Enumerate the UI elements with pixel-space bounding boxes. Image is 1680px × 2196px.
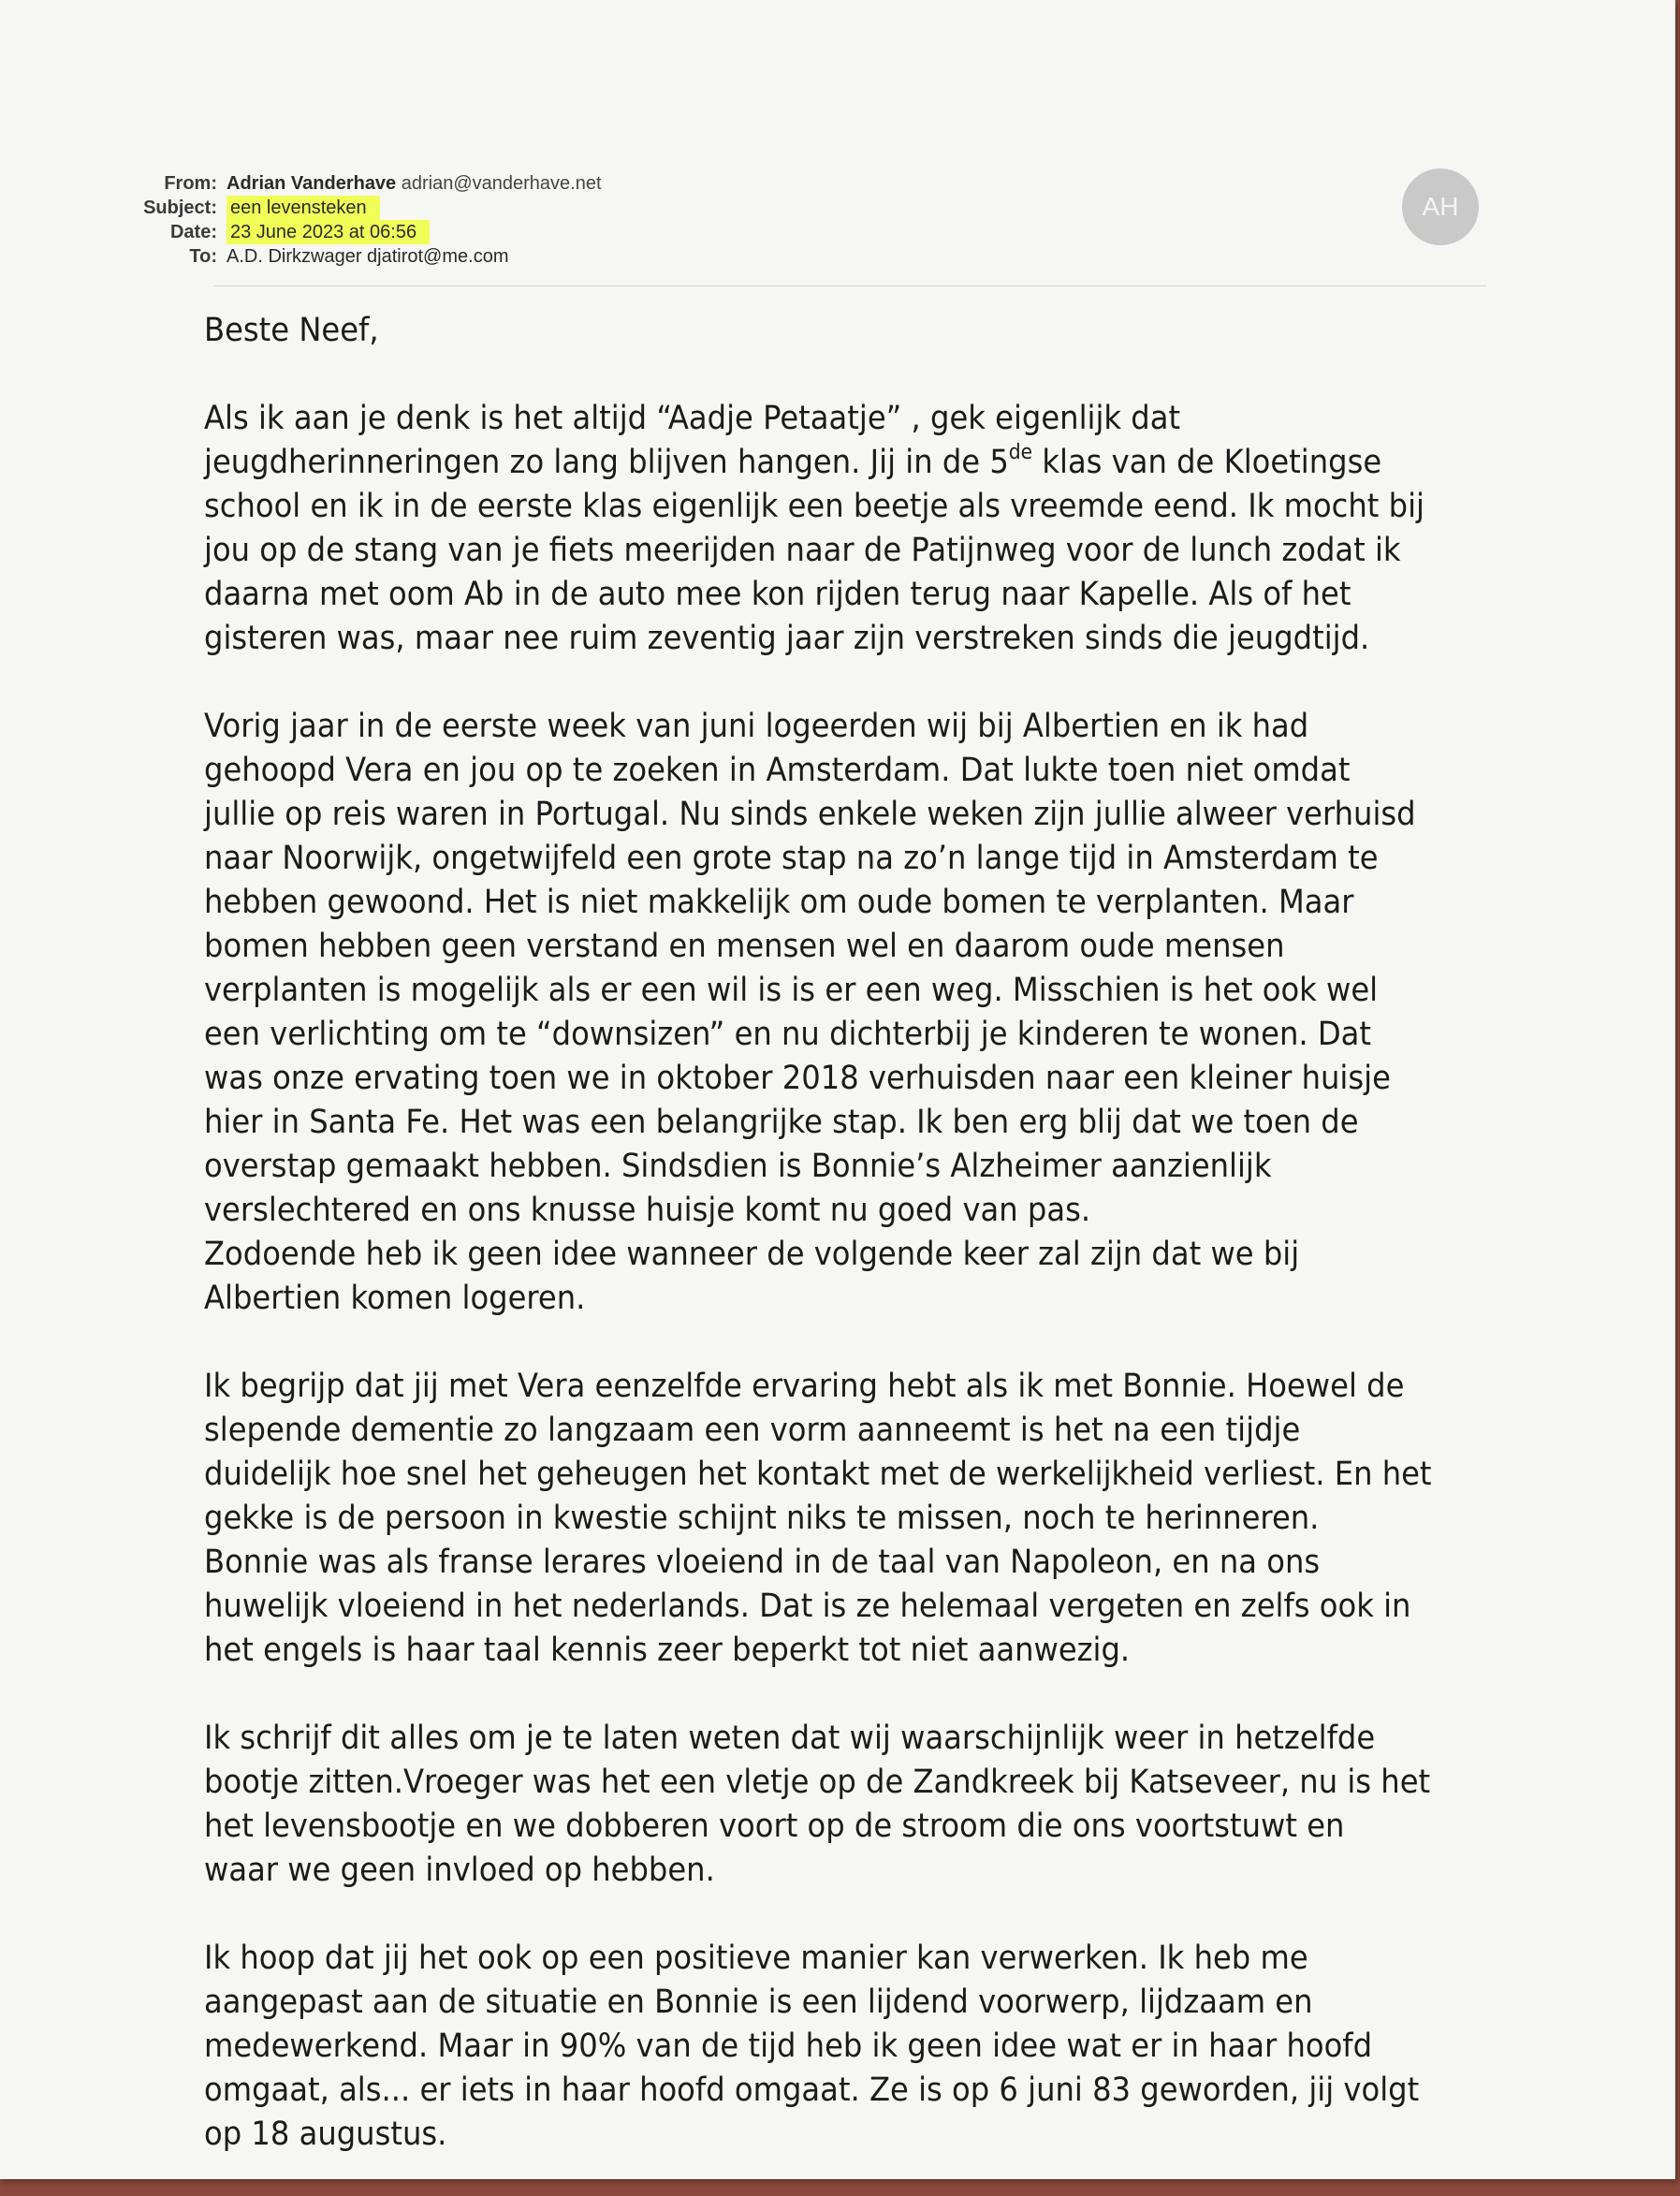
- date-label: Date:: [169, 222, 217, 242]
- text-line: slepende dementie zo langzaam een vorm aanneemt is het na een tijdje: [204, 1412, 1301, 1449]
- text-line: omgaat, als... er iets in haar hoofd omgaat. Ze is op 6 juni 83 geworden, jij volgt: [204, 2072, 1420, 2109]
- text-line: gisteren was, maar nee ruim zeventig jaar zijn verstreken sinds die jeugdtijd.: [204, 620, 1370, 657]
- text-line: school en ik in de eerste klas eigenlijk een beetje als vreemde eend. Ik mocht bij: [204, 488, 1424, 525]
- paragraph-3: [204, 1365, 1432, 1673]
- text-line: gehoopd Vera en jou op te zoeken in Amsterdam. Dat lukte toen niet omdat: [204, 752, 1351, 789]
- text-line: verslechtered en ons knusse huisje komt nu goed van pas.: [204, 1192, 1091, 1229]
- text-line: Zodoende heb ik geen idee wanneer de volgende keer zal zijn dat we bij: [204, 1236, 1300, 1273]
- text-line: hier in Santa Fe. Het was een belangrijke stap. Ik ben erg blij dat we toen de: [204, 1104, 1359, 1141]
- sender-name: Adrian Vanderhave: [226, 173, 397, 194]
- paragraph-2: [204, 705, 1416, 1321]
- text-line: overstap gemaakt hebben. Sindsdien is Bonnie’s Alzheimer aanzienlijk: [204, 1148, 1272, 1185]
- text-line: op 18 augustus.: [204, 2115, 447, 2153]
- text-line: het engels is haar taal kennis zeer beperkt tot niet aanwezig.: [204, 1632, 1131, 1669]
- text-line: jullie op reis waren in Portugal. Nu sinds enkele weken zijn jullie alweer verhuisd: [204, 796, 1416, 833]
- text-line: was onze ervating toen we in oktober 2018 verhuisden naar een kleiner huisje: [204, 1060, 1391, 1097]
- to-label: To:: [189, 246, 217, 267]
- subject-row: [112, 195, 1497, 219]
- sender-email: adrian@vanderhave.net: [401, 173, 602, 194]
- text-line: naar Noorwijk, ongetwijfeld een grote stap na zo’n lange tijd in Amsterdam te: [204, 840, 1379, 877]
- text-line: Vorig jaar in de eerste week van juni logeerden wij bij Albertien en ik had: [204, 708, 1309, 745]
- text-line: Ik begrijp dat jij met Vera eenzelfde ervaring hebt als ik met Bonnie. Hoewel de: [204, 1368, 1405, 1405]
- text-line: jeugdherinneringen zo lang blijven hangen. Jij in de 5de klas van de Kloetingse: [204, 441, 1382, 481]
- subject-label: Subject:: [143, 198, 217, 218]
- superscript: de: [1008, 441, 1033, 465]
- text-line: jou op de stang van je fiets meerijden naar de Patijnweg voor de lunch zodat ik: [204, 532, 1401, 569]
- letter-body: [204, 309, 1432, 2179]
- date-value: 23 June 2023 at 06:56: [226, 220, 430, 244]
- from-label: From:: [164, 173, 217, 194]
- text-line: bootje zitten.Vroeger was het een vletje op de Zandkreek bij Katseveer, nu is het: [204, 1764, 1431, 1801]
- greeting: Beste Neef,: [204, 312, 379, 349]
- text-line: medewerkend. Maar in 90% van de tijd heb ik geen idee wat er in haar hoofd: [204, 2028, 1373, 2065]
- text-line: duidelijk hoe snel het geheugen het kontakt met de werkelijkheid verliest. En het: [204, 1456, 1432, 1493]
- text-line: waar we geen invloed op hebben.: [204, 1852, 715, 1889]
- text-line: een verlichting om te “downsizen” en nu dichterbij je kinderen te wonen. Dat: [204, 1016, 1372, 1053]
- text-line: daarna met oom Ab in de auto mee kon rijden terug naar Kapelle. Als of het: [204, 576, 1351, 613]
- text-line: huwelijk vloeiend in het nederlands. Dat is ze helemaal vergeten en zelfs ook in: [204, 1588, 1411, 1625]
- recipient: A.D. Dirkzwager djatirot@me.com: [226, 246, 509, 267]
- text-line: Bonnie was als franse lerares vloeiend in de taal van Napoleon, en na ons: [204, 1544, 1321, 1581]
- text-line: hebben gewoond. Het is niet makkelijk om oude bomen te verplanten. Maar: [204, 884, 1354, 921]
- paragraph-1: [204, 397, 1424, 661]
- paragraph-5: [204, 1937, 1420, 2157]
- text-line: verplanten is mogelijk als er een wil is is er een weg. Misschien is het ook wel: [204, 972, 1379, 1009]
- date-row: [112, 219, 1497, 243]
- from-row: [112, 170, 1497, 195]
- subject-value: een levensteken: [226, 196, 380, 220]
- paragraph-4: [204, 1717, 1431, 1893]
- header-divider: [213, 285, 1486, 286]
- text-line: aangepast aan de situatie en Bonnie is een lijdend voorwerp, lijdzaam en: [204, 1984, 1313, 2021]
- to-row: [112, 243, 1497, 268]
- text-line: Ik schrijf dit alles om je te laten weten dat wij waarschijnlijk weer in hetzelfde: [204, 1720, 1376, 1757]
- text-line: het levensbootje en we dobberen voort op de stroom die ons voortstuwt en: [204, 1808, 1345, 1845]
- email-header: [112, 170, 1497, 268]
- text-line: Als ik aan je denk is het altijd “Aadje Petaatje” , gek eigenlijk dat: [204, 400, 1181, 437]
- text-line: Ik hoop dat jij het ook op een positieve manier kan verwerken. Ik heb me: [204, 1940, 1308, 1977]
- text-line: bomen hebben geen verstand en mensen wel en daarom oude mensen: [204, 928, 1285, 965]
- text-line: Albertien komen logeren.: [204, 1280, 586, 1317]
- text-line: gekke is de persoon in kwestie schijnt niks te missen, noch te herinneren.: [204, 1500, 1320, 1537]
- sender-avatar: AH: [1402, 168, 1479, 245]
